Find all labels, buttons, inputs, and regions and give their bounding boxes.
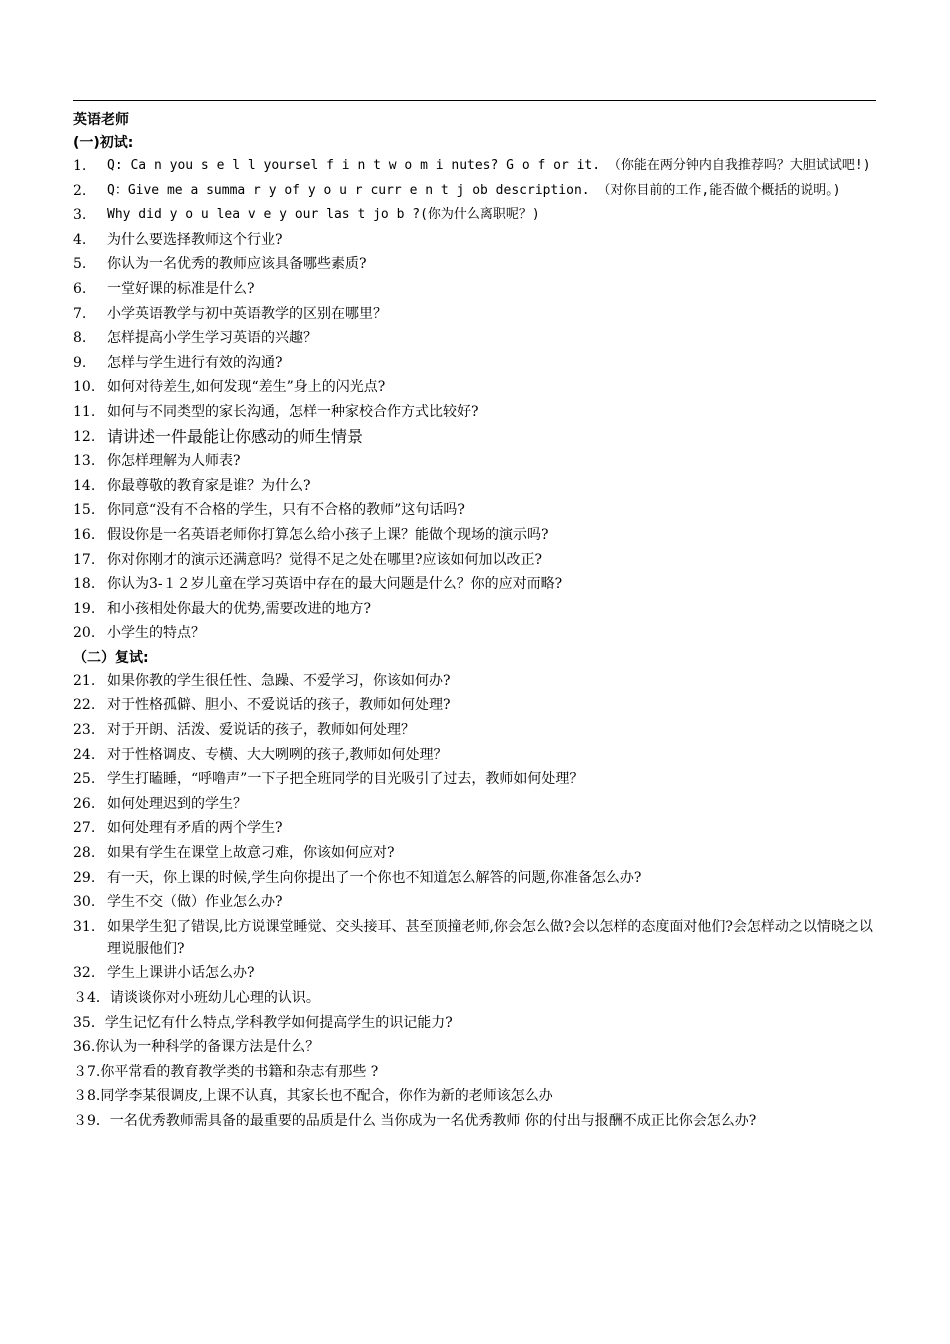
item-text: 小学生的特点？: [107, 625, 205, 642]
item-text: 你认为3-１２岁儿童在学习英语中存在的最大问题是什么？你的应对而略?: [107, 576, 563, 593]
item-text: 如何对待差生,如何发现“差生”身上的闪光点?: [107, 379, 386, 396]
item-number: 4.: [73, 231, 87, 248]
section-heading-initial: (一)初试:: [73, 135, 134, 151]
free-line: ３7.你平常看的教育教学类的书籍和杂志有那些 ?: [73, 1063, 379, 1080]
item-number: 30.: [73, 894, 96, 911]
question-list-initial: [73, 155, 876, 644]
item-number: 11.: [73, 403, 96, 420]
item-text: Q: Ca n you s e l l yoursel f i n t w o m i nutes? G o f or it. （你能在两分钟内自我推荐吗？大胆试试吧!): [107, 158, 871, 173]
free-line: ３8.同学李某很调皮,上课不认真，其家长也不配合，你作为新的老师该怎么办: [73, 1088, 553, 1105]
item-number: 2.: [73, 182, 87, 199]
list-item: [73, 401, 876, 423]
list-item: [73, 376, 876, 398]
item-number: 13.: [73, 453, 96, 470]
list-item: [73, 962, 876, 984]
item-text: 如何与不同类型的家长沟通，怎样一种家校合作方式比较好?: [107, 403, 479, 420]
item-text: 你怎样理解为人师表?: [107, 453, 241, 470]
item-text: 如果学生犯了错误,比方说课堂睡觉、交头接耳、甚至顶撞老师,你会怎么做?会以怎样的态度面对他们?会怎样动之以情晓之以理说服他们?: [107, 918, 873, 957]
item-number: 17.: [73, 551, 96, 568]
item-number: 29.: [73, 869, 96, 886]
list-item: [73, 842, 876, 864]
free-line: ３9．一名优秀教师需具备的最重要的品质是什么 当你成为一名优秀教师 你的付出与报酬不成正比你会怎么办?: [73, 1112, 757, 1129]
list-item: [73, 719, 876, 741]
item-number: 7.: [73, 305, 87, 322]
list-item: [73, 253, 876, 275]
item-number: 20.: [73, 625, 96, 642]
list-item: [73, 867, 876, 889]
item-number: 22.: [73, 697, 96, 714]
free-line: 36.你认为一种科学的备课方法是什么？: [73, 1039, 320, 1056]
item-number: 5.: [73, 256, 87, 273]
list-item: [73, 549, 876, 571]
list-item: [73, 204, 876, 226]
item-text: 如果有学生在课堂上故意刁难，你该如何应对?: [107, 845, 395, 862]
item-number: 1.: [73, 158, 87, 174]
list-item: [73, 694, 876, 716]
question-list-retest: [73, 670, 876, 985]
item-number: 21.: [73, 672, 96, 689]
list-item: [73, 598, 876, 620]
list-item: [73, 891, 876, 913]
item-text: 你对你刚才的演示还满意吗？觉得不足之处在哪里?应该如何加以改正?: [107, 551, 543, 568]
item-number: 19.: [73, 600, 96, 617]
item-text: 对于性格调皮、专横、大大咧咧的孩子,教师如何处理？: [107, 746, 448, 763]
item-number: 25.: [73, 771, 96, 788]
item-number: 28.: [73, 845, 96, 862]
item-text: 对于性格孤僻、胆小、不爱说话的孩子，教师如何处理?: [107, 697, 451, 714]
header-rule: [73, 100, 876, 101]
item-text: 怎样与学生进行有效的沟通?: [107, 354, 283, 371]
item-number: 12.: [73, 428, 96, 445]
item-text: 学生上课讲小话怎么办?: [107, 965, 255, 982]
list-item: [73, 744, 876, 766]
item-text: 如果你教的学生很任性、急躁、不爱学习，你该如何办?: [107, 672, 451, 689]
list-item: [73, 573, 876, 595]
list-item: [73, 817, 876, 839]
free-line: ３4．请谈谈你对小班幼儿心理的认识。: [73, 990, 320, 1006]
list-item: [73, 426, 876, 448]
document-page: [73, 100, 876, 1135]
item-number: 32.: [73, 965, 96, 982]
list-item: [73, 180, 876, 202]
item-number: 26.: [73, 795, 96, 812]
item-number: 3.: [73, 207, 87, 224]
item-number: 24.: [73, 746, 96, 763]
item-text: 假设你是一名英语老师你打算怎么给小孩子上课？能做个现场的演示吗?: [107, 526, 549, 543]
item-text: 小学英语教学与初中英语教学的区别在哪里？: [107, 305, 387, 322]
item-text: 学生打瞌睡，“呼噜声”一下子把全班同学的目光吸引了过去，教师如何处理？: [107, 771, 584, 788]
item-number: 8.: [73, 330, 87, 347]
item-number: 27.: [73, 820, 96, 837]
item-number: 9.: [73, 354, 87, 371]
list-item: [73, 155, 876, 177]
list-item: [73, 450, 876, 472]
list-item: [73, 327, 876, 349]
list-item: [73, 670, 876, 692]
list-item: [73, 303, 876, 325]
item-number: 23.: [73, 722, 96, 739]
item-number: 15.: [73, 502, 96, 519]
item-text: 学生不交（做）作业怎么办?: [107, 894, 283, 911]
list-item: [73, 622, 876, 644]
item-text: Why did y o u lea v e y our las t jo b ?(你为什么离职呢？): [107, 207, 540, 223]
list-item: [73, 916, 876, 960]
item-number: 14.: [73, 477, 96, 494]
list-item: [73, 524, 876, 546]
item-text: 如何处理迟到的学生？: [107, 795, 247, 812]
item-text: 请讲述一件最能让你感动的师生情景: [107, 426, 364, 446]
list-item: [73, 229, 876, 251]
item-number: 31.: [73, 918, 96, 935]
section-heading-retest: （二）复试:: [73, 649, 149, 666]
question-list-extra: [73, 987, 876, 1132]
item-number: 16.: [73, 526, 96, 543]
item-text: 为什么要选择教师这个行业?: [107, 231, 283, 248]
list-item: [73, 278, 876, 300]
item-text: 你认为一名优秀的教师应该具备哪些素质?: [107, 256, 367, 273]
item-text: Q：Give me a summa r y of y o u r curr e n t j ob description. （对你目前的工作,能否做个概括的说明。): [107, 182, 841, 198]
list-item: [73, 793, 876, 815]
item-number: 10.: [73, 379, 96, 396]
item-text: 你最尊敬的教育家是谁？为什么?: [107, 477, 311, 494]
list-item: [73, 768, 876, 790]
item-text: 一堂好课的标准是什么?: [107, 280, 255, 297]
item-text: 你同意“没有不合格的学生，只有不合格的教师”这句话吗?: [107, 502, 465, 519]
document-title: 英语老师: [73, 112, 129, 128]
item-text: 对于开朗、活泼、爱说话的孩子，教师如何处理？: [107, 722, 415, 739]
item-text: 如何处理有矛盾的两个学生?: [107, 820, 283, 837]
list-item: [73, 475, 876, 497]
item-number: 18.: [73, 576, 96, 593]
free-line: 35．学生记忆有什么特点,学科教学如何提高学生的识记能力?: [73, 1014, 453, 1031]
item-text: 有一天，你上课的时候,学生向你提出了一个你也不知道怎么解答的问题,你准备怎么办?: [107, 869, 642, 886]
list-item: [73, 499, 876, 521]
item-text: 和小孩相处你最大的优势,需要改进的地方?: [107, 600, 371, 617]
item-text: 怎样提高小学生学习英语的兴趣？: [107, 330, 317, 347]
item-number: 6.: [73, 280, 87, 297]
list-item: [73, 352, 876, 374]
